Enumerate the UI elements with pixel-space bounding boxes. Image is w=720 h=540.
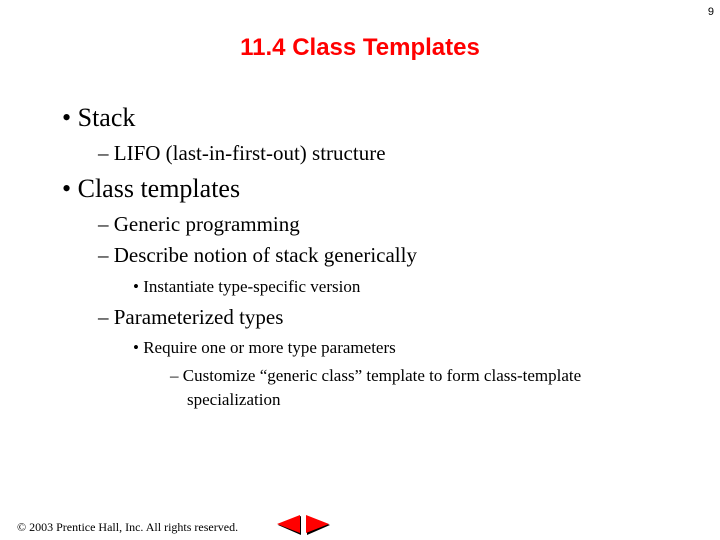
- copyright-footer: © 2003 Prentice Hall, Inc. All rights reserved.: [17, 520, 239, 534]
- bullet-require-params: • Require one or more type parameters: [133, 338, 396, 357]
- bullet-generic-programming: – Generic programming: [98, 212, 300, 236]
- bullet-class-templates: • Class templates: [62, 174, 241, 203]
- bullet-parameterized-types: – Parameterized types: [98, 305, 284, 329]
- bullet-lifo: – LIFO (last-in-first-out) structure: [98, 141, 386, 165]
- page-number: 9: [707, 6, 714, 18]
- arrow-left-icon: [276, 515, 302, 535]
- bullet-describe-notion: – Describe notion of stack generically: [98, 243, 417, 267]
- bullet-customize-continued: specialization: [187, 390, 281, 409]
- bullet-customize: – Customize “generic class” template to form class-template: [170, 366, 582, 385]
- arrow-right-icon: [305, 515, 331, 535]
- previous-slide-button[interactable]: [276, 515, 302, 535]
- bullet-instantiate: • Instantiate type-specific version: [133, 277, 361, 296]
- bullet-stack: • Stack: [62, 103, 136, 132]
- next-slide-button[interactable]: [305, 515, 331, 535]
- slide-title: 11.4 Class Templates: [240, 34, 480, 61]
